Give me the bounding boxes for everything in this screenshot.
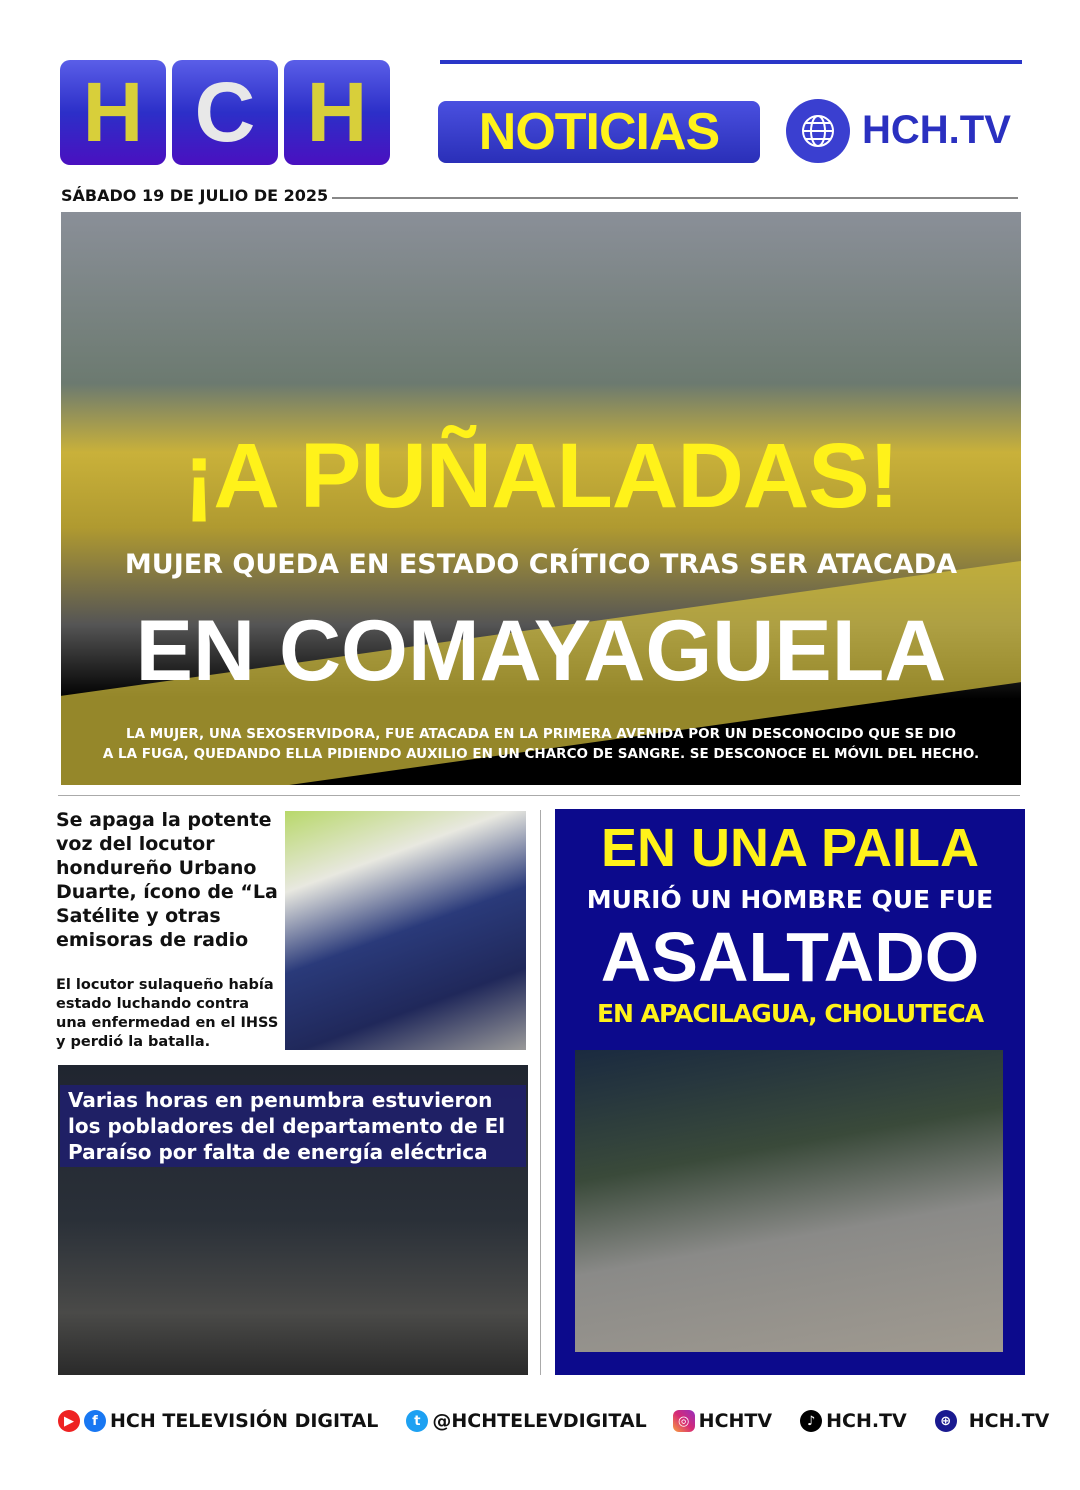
story3-kicker: EN UNA PAILA [601, 818, 979, 878]
hero-subhead: MUJER QUEDA EN ESTADO CRÍTICO TRAS SER ATACADA [124, 549, 958, 580]
hero-summary: LA MUJER, UNA SEXOSERVIDORA, FUE ATACADA EN LA PRIMERA AVENIDA POR UN DESCONOCIDO QUE SE DIO A LA FUGA, QUEDANDO ELLA PIDIENDO AUXILIO EN UN CHARCO DE SANGRE. SE DESCONOCE EL MÓVIL DEL HECHO. [102, 726, 980, 762]
story3-photo [575, 1050, 1003, 1352]
twitter-icon: t [406, 1410, 428, 1432]
footer-facebook[interactable]: ▶ f HCH TELEVISIÓN DIGITAL [58, 1410, 378, 1432]
story3-location: EN APACILAGUA, CHOLUTECA [596, 999, 984, 1028]
hero-location: EN COMAYAGUELA [135, 603, 947, 699]
footer-tiktok[interactable]: ♪ HCH.TV [800, 1410, 907, 1432]
hero-story[interactable] [61, 212, 1021, 785]
story1-title[interactable]: Se apaga la potente voz del locutor hondureño Urbano Duarte, ícono de “La Satélite y otras emisoras de radio [56, 809, 278, 951]
footer-instagram[interactable]: ◎ HCHTV [673, 1410, 772, 1432]
story2-caption[interactable]: Varias horas en penumbra estuvieron los pobladores del departamento de El Paraíso por falta de energía eléctrica [60, 1085, 526, 1167]
story3-subhead: MURIÓ UN HOMBRE QUE FUE [586, 885, 994, 914]
story3[interactable] [555, 809, 1025, 1375]
footer-twitter[interactable]: t @HCHTELEVDIGITAL [406, 1410, 646, 1432]
divider [58, 795, 1020, 796]
instagram-icon: ◎ [673, 1410, 695, 1432]
social-footer [58, 1410, 1049, 1432]
facebook-icon: f [84, 1410, 106, 1432]
globe-icon [786, 99, 850, 163]
footer-website[interactable]: ⊕ HCH.TV [935, 1410, 1050, 1432]
globe-icon: ⊕ [935, 1410, 957, 1432]
story1-body: El locutor sulaqueño había estado luchando contra una enfermedad en el IHSS y perdió la batalla. [56, 977, 279, 1050]
tiktok-icon: ♪ [800, 1410, 822, 1432]
issue-date: SÁBADO 19 DE JULIO DE 2025 [61, 186, 329, 205]
youtube-icon: ▶ [58, 1410, 80, 1432]
date-rule [332, 197, 1018, 199]
header-rule [440, 60, 1022, 64]
hch-logo: H C H [60, 60, 390, 165]
hero-headline: ¡A PUÑALADAS! [183, 425, 899, 527]
story3-headline: ASALTADO [600, 918, 980, 996]
story1-photo [285, 811, 526, 1050]
column-divider [540, 810, 541, 1375]
section-badge: NOTICIAS [438, 101, 760, 163]
site-name: HCH.TV [862, 108, 1011, 152]
